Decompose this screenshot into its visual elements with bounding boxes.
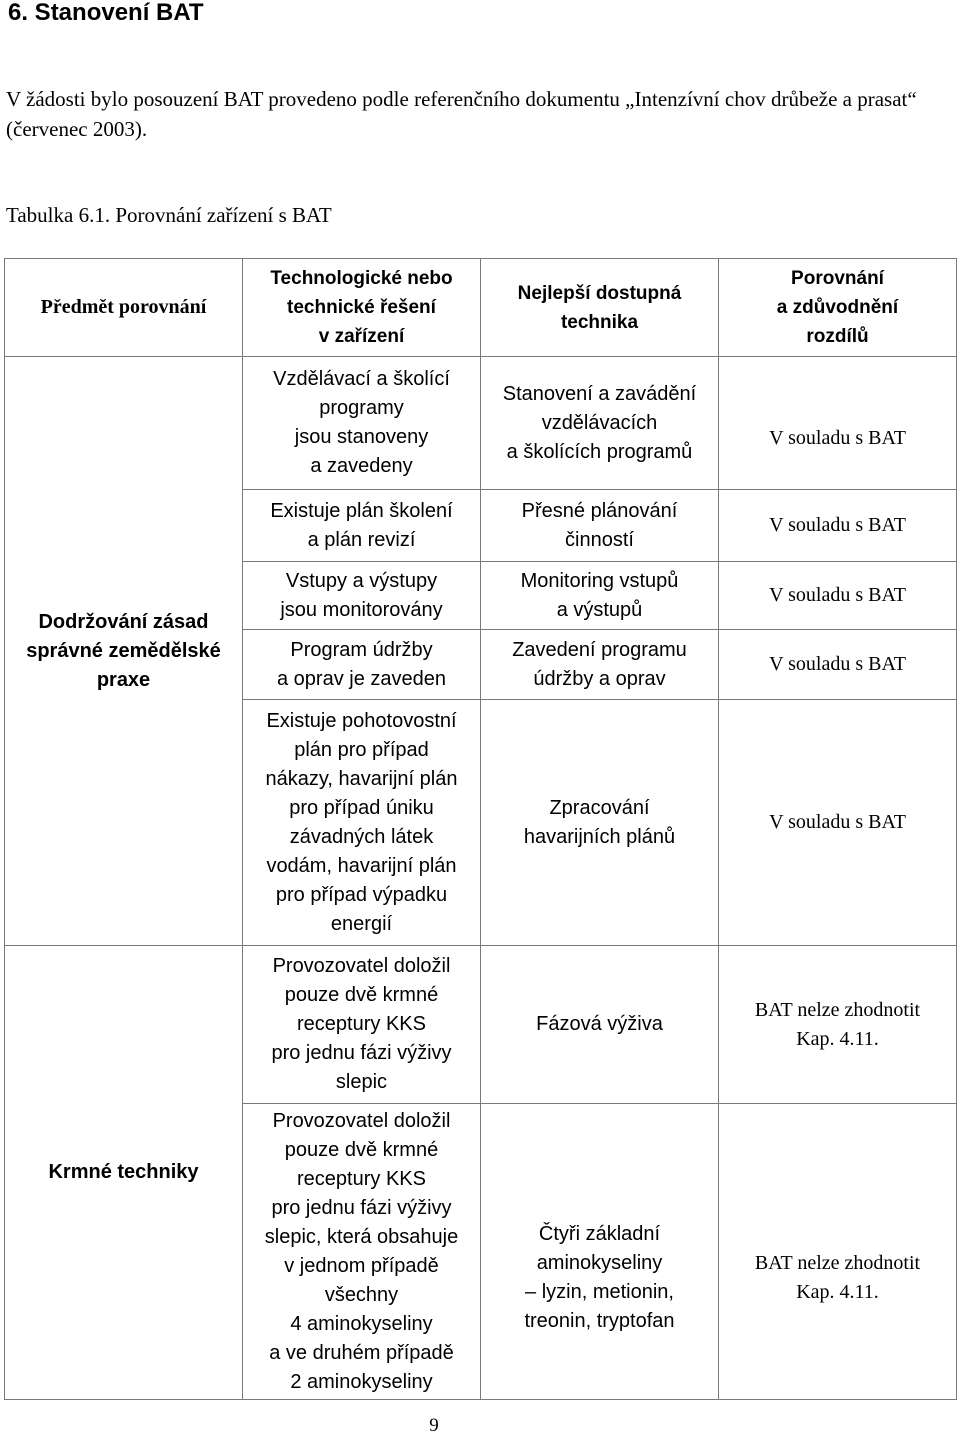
solution-cell: Existuje pohotovostní plán pro případ nákazy, havarijní plán pro případ úniku závadných látek vodám, havarijní plán pro případ výpadku energií <box>243 700 481 946</box>
comparison-cell: V souladu s BAT <box>719 630 957 700</box>
subject-cell: Dodržování zásad správné zemědělské praxe <box>5 357 243 946</box>
bat-cell: Monitoring vstupů a výstupů <box>481 562 719 630</box>
comparison-cell: V souladu s BAT <box>719 357 957 490</box>
solution-cell: Provozovatel doložil pouze dvě krmné receptury KKS pro jednu fázi výživy slepic <box>243 946 481 1104</box>
subject-cell: Krmné techniky <box>5 946 243 1400</box>
bat-comparison-table <box>4 258 957 1400</box>
header-bat: Nejlepší dostupná technika <box>481 259 719 357</box>
comparison-cell: V souladu s BAT <box>719 490 957 562</box>
bat-cell: Zavedení programu údržby a oprav <box>481 630 719 700</box>
intro-paragraph: V žádosti bylo posouzení BAT provedeno podle referenčního dokumentu „Intenzívní chov drůbeže a prasat“ (červenec 2003). <box>6 87 917 141</box>
page-number: 9 <box>429 1415 439 1436</box>
solution-cell: Vstupy a výstupy jsou monitorovány <box>243 562 481 630</box>
comparison-cell: V souladu s BAT <box>719 700 957 946</box>
table-caption: Tabulka 6.1. Porovnání zařízení s BAT <box>6 203 332 227</box>
comparison-cell: V souladu s BAT <box>719 562 957 630</box>
table-row <box>5 946 957 1104</box>
header-solution: Technologické nebo technické řešení v zařízení <box>243 259 481 357</box>
bat-cell: Čtyři základní aminokyseliny – lyzin, metionin, treonin, tryptofan <box>481 1104 719 1400</box>
solution-cell: Existuje plán školení a plán revizí <box>243 490 481 562</box>
section-heading: 6. Stanovení BAT <box>8 0 204 26</box>
solution-cell: Program údržby a oprav je zaveden <box>243 630 481 700</box>
header-comparison: Porovnání a zdůvodnění rozdílů <box>719 259 957 357</box>
header-subject: Předmět porovnání <box>5 259 243 357</box>
solution-cell: Vzdělávací a školící programy jsou stanoveny a zavedeny <box>243 357 481 490</box>
bat-cell: Fázová výživa <box>481 946 719 1104</box>
bat-cell: Přesné plánování činností <box>481 490 719 562</box>
comparison-cell: BAT nelze zhodnotit Kap. 4.11. <box>719 1104 957 1400</box>
bat-cell: Stanovení a zavádění vzdělávacích a školících programů <box>481 357 719 490</box>
solution-cell: Provozovatel doložil pouze dvě krmné receptury KKS pro jednu fázi výživy slepic, která obsahuje v jednom případě všechny 4 aminokyseliny a ve druhém případě 2 aminokyseliny <box>243 1104 481 1400</box>
header-row <box>5 259 957 357</box>
comparison-cell: BAT nelze zhodnotit Kap. 4.11. <box>719 946 957 1104</box>
table-row <box>5 357 957 490</box>
bat-cell: Zpracování havarijních plánů <box>481 700 719 946</box>
